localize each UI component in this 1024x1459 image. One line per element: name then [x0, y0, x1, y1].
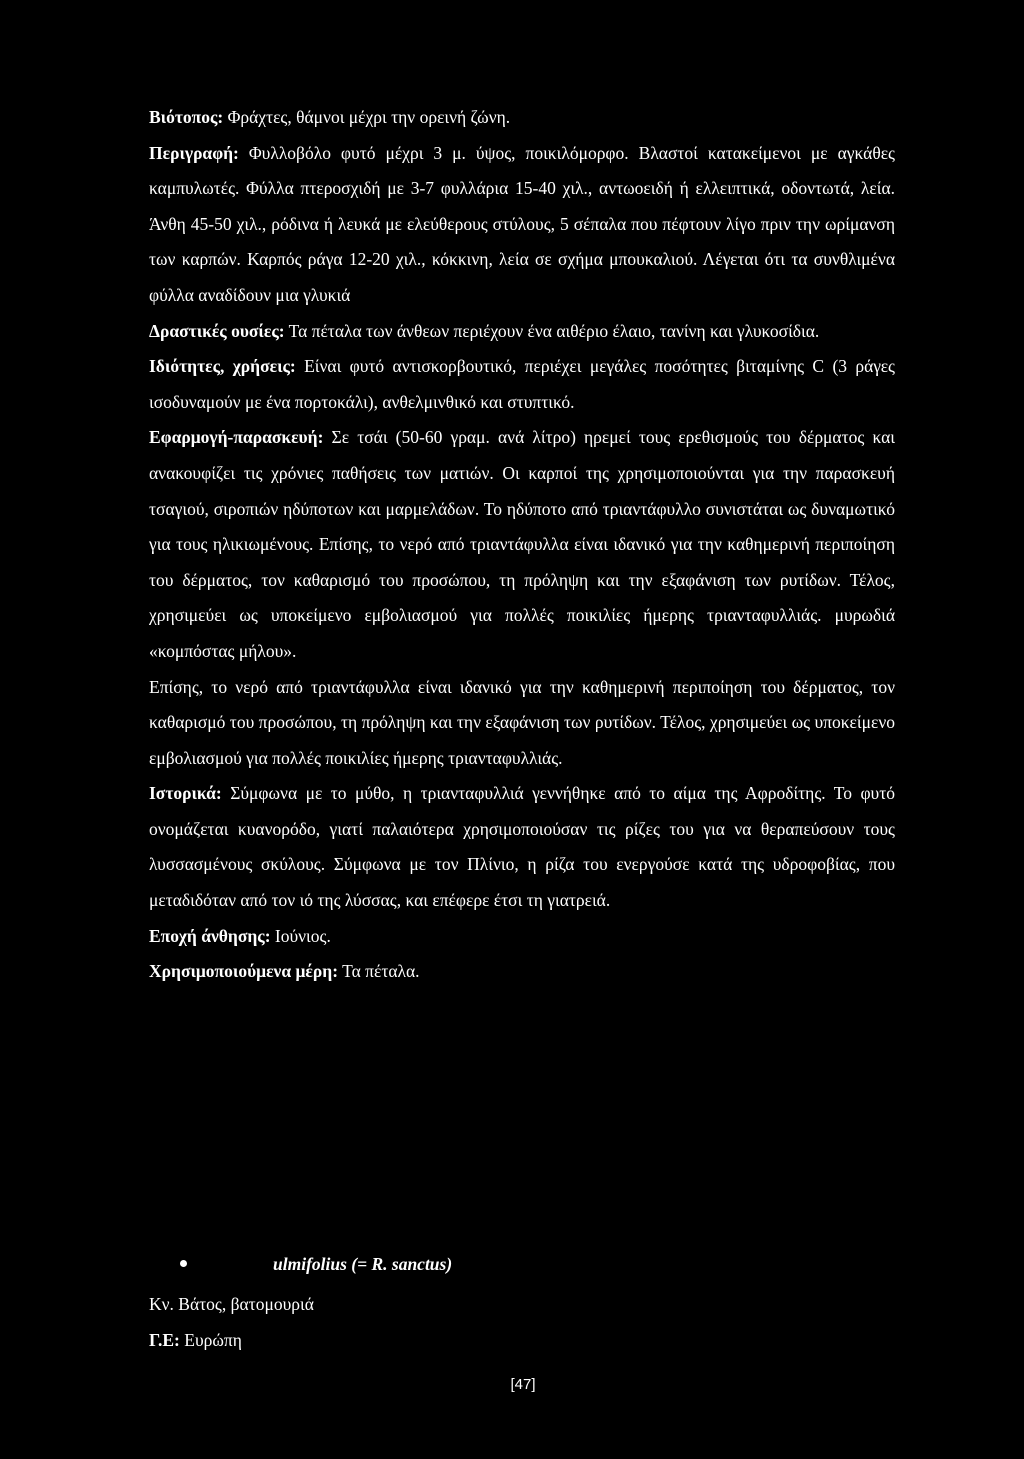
label-used-parts: Χρησιμοποιούμενα μέρη:: [149, 961, 339, 982]
bullet-icon: [180, 1260, 187, 1267]
paragraph-repeat: [149, 670, 895, 777]
text-properties: Είναι φυτό αντισκορβουτικό, περιέχει μεγάλες ποσότητες βιταμίνης C (3 ράγες ισοδυναμούν με ένα πορτοκάλι), ανθελμινθικό και στυπτικό.: [149, 356, 895, 412]
text-application: Σε τσάι (50-60 γραμ. ανά λίτρο) ηρεμεί τους ερεθισμούς του δέρματος και ανακουφίζει τις χρόνιες παθήσεις των ματιών. Οι καρποί της χρησιμοποιούνται για την παρασκευή τσαγιού, σιροπιών ηδύποτων και μαρμελάδων. Το ηδύποτο από τριαντάφυλλο συνιστάται ως δυναμωτικό για τους ηλικιωμένους. Επίσης, το νερό από τριαντάφυλλα είναι ιδανικό για την καθημερινή περιποίηση του δέρματος, τον καθαρισμό του προσώπου, τη πρόληψη και την εξαφάνιση των ρυτίδων. Τέλος, χρησιμεύει ως υποκείμενο εμβολιασμού για πολλές ποικιλίες ήμερης τριανταφυλλιάς. μυρωδιά «κομπόστας μήλου».: [149, 427, 895, 661]
label-habitat: Βιότοπος:: [149, 107, 224, 127]
paragraph-history: [149, 776, 895, 918]
label-history: Ιστορικά:: [149, 783, 222, 804]
common-names: Κν. Βάτος, βατομουριά: [149, 1294, 314, 1314]
label-active-substances: Δραστικές ουσίες:: [149, 320, 285, 341]
label-description: Περιγραφή:: [149, 142, 239, 163]
paragraph-description: [149, 136, 895, 314]
document-body: [149, 100, 895, 990]
paragraph-habitat: [149, 100, 895, 136]
paragraph-used-parts: [149, 954, 895, 990]
species-name: ulmifolius (= R. sanctus): [273, 1254, 453, 1274]
label-application: Εφαρμογή-παρασκευή:: [149, 427, 324, 448]
text-description: Φυλλοβόλο φυτό μέχρι 3 μ. ύψος, ποικιλόμορφο. Βλαστοί κατακείμενοι με αγκάθες καμπυλωτές. Φύλλα πτεροσχιδή με 3-7 φυλλάρια 15-40 χιλ., αντωοειδή ή ελλειπτικά, οδοντωτά, λεία. Άνθη 45-50 χιλ., ρόδινα ή λευκά με ελεύθερους στύλους, 5 σέπαλα που πέφτουν λίγο πριν την ωρίμανση των καρπών. Καρπός ράγα 12-20 χιλ., κόκκινη, λεία σε σχήμα μπουκαλιού. Λέγεται ότι τα συνθλιμένα φύλλα αναδίδουν μια γλυκιά: [149, 142, 895, 305]
label-flowering: Εποχή άνθησης:: [149, 925, 271, 946]
geographic-distribution: [149, 1322, 242, 1358]
page-number: [47]: [510, 1376, 536, 1393]
geography-text: Ευρώπη: [179, 1330, 242, 1350]
text-history: Σύμφωνα με το μύθο, η τριανταφυλλιά γεννήθηκε από το αίμα της Αφροδίτης. Το φυτό ονομάζεται κυανορόδο, γιατί παλαιότερα χρησιμοποιούσαν τις ρίζες του για να θεραπεύσουν τους λυσσασμένους σκύλους. Σύμφωνα με τον Πλίνιο, η ρίζα του ενεργούσε κατά της υδροφοβίας, που μεταδιδόταν από τον ιό της λύσσας, και επέφερε έτσι τη γιατρειά.: [149, 783, 895, 911]
geography-label: Γ.Ε:: [149, 1330, 180, 1350]
paragraph-properties: [149, 349, 895, 420]
text-repeat: Επίσης, το νερό από τριαντάφυλλα είναι ιδανικό για την καθημερινή περιποίηση του δέρματος, τον καθαρισμό του προσώπου, τη πρόληψη και την εξαφάνιση των ρυτίδων. Τέλος, χρησιμεύει ως υποκείμενο εμβολιασμού για πολλές ποικιλίες ήμερης τριανταφυλλιάς.: [149, 676, 895, 768]
text-habitat: Φράχτες, θάμνοι μέχρι την ορεινή ζώνη.: [223, 107, 511, 127]
species-entry: [180, 1246, 780, 1282]
paragraph-application: [149, 420, 895, 669]
paragraph-active-substances: [149, 314, 895, 350]
text-active-substances: Τα πέταλα των άνθεων περιέχουν ένα αιθέριο έλαιο, τανίνη και γλυκοσίδια.: [284, 320, 820, 341]
text-used-parts: Τα πέταλα.: [338, 961, 420, 982]
text-flowering: Ιούνιος.: [270, 925, 331, 946]
paragraph-flowering: [149, 919, 895, 955]
label-properties: Ιδιότητες, χρήσεις:: [149, 356, 296, 377]
